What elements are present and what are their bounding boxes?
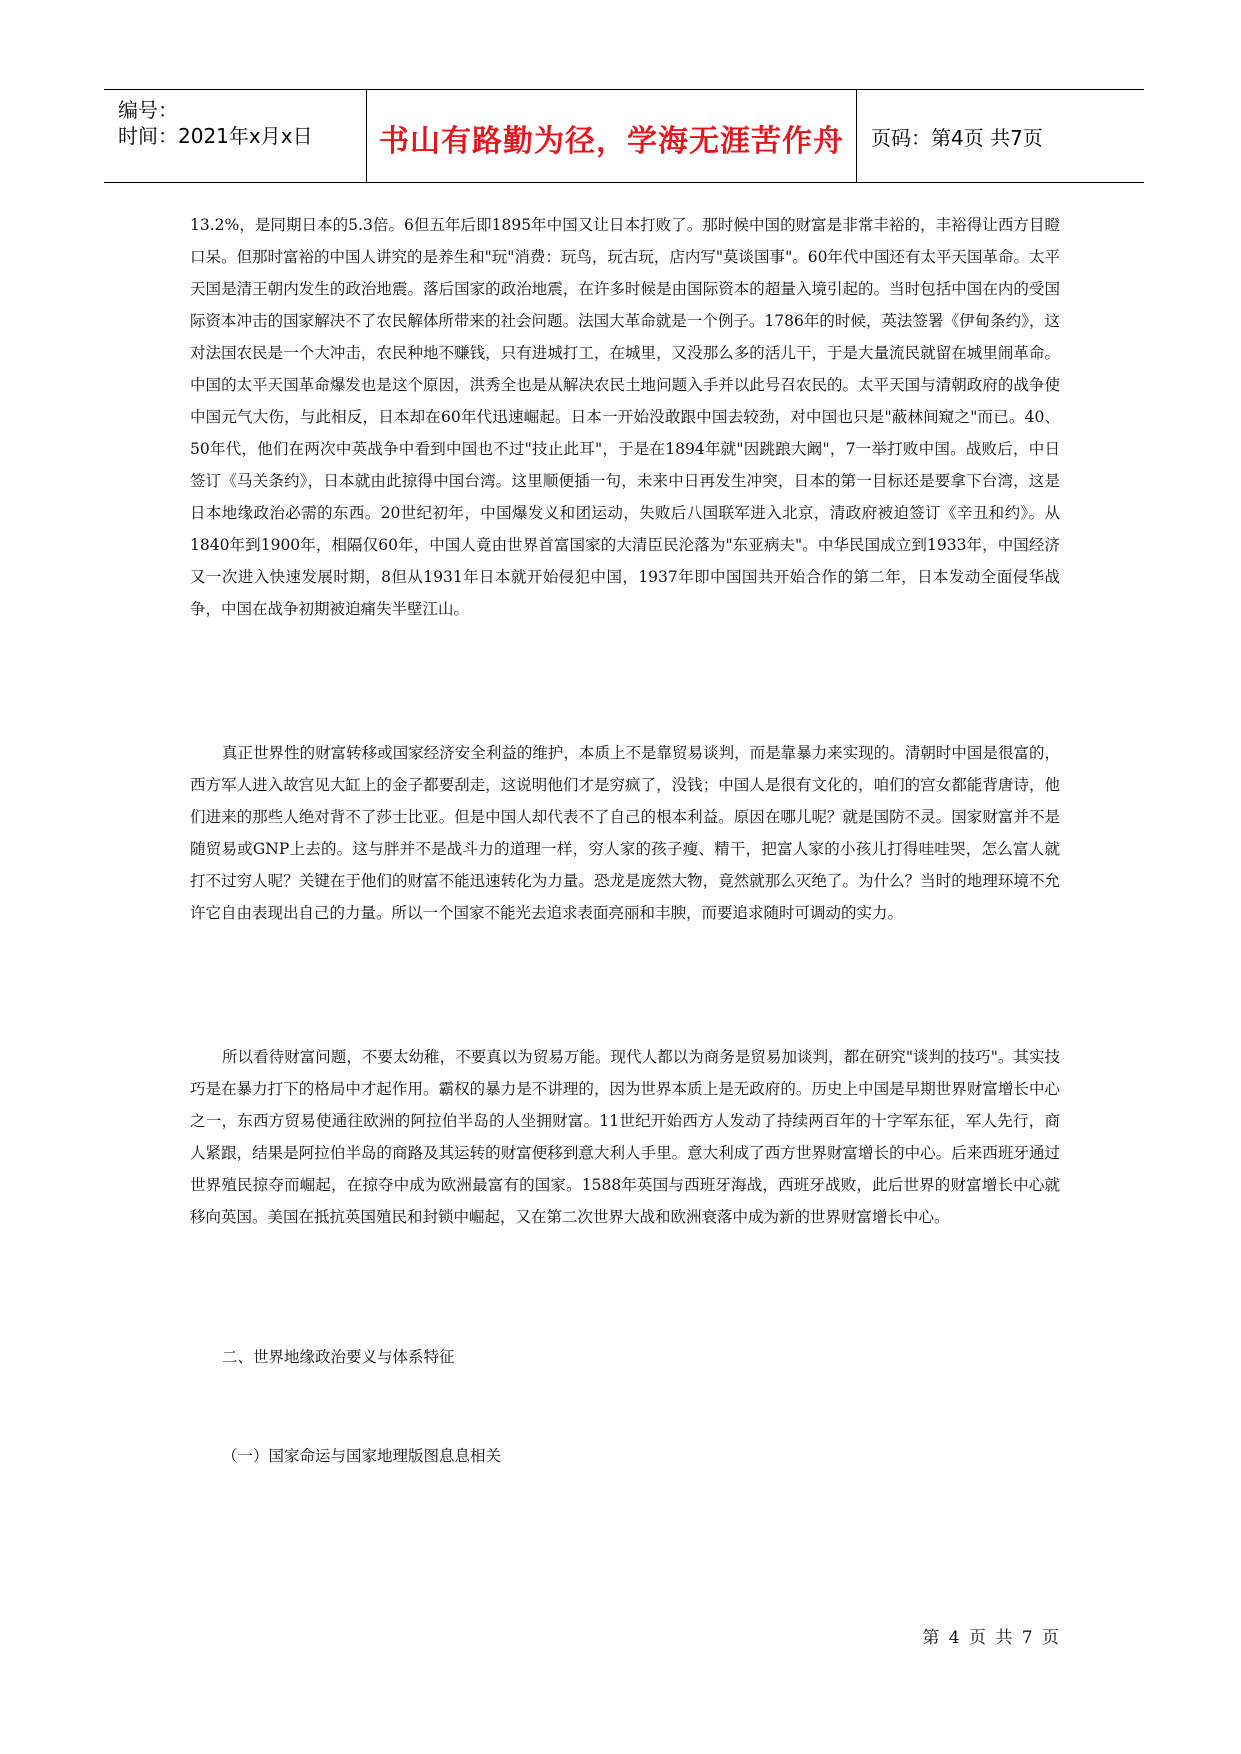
header-meta-cell bbox=[104, 90, 367, 182]
section-heading: 二、世界地缘政治要义与体系特征 bbox=[222, 1348, 455, 1366]
header-page-cell bbox=[857, 90, 1144, 182]
document-number-label: 编号： bbox=[118, 98, 178, 122]
header-motto: 书山有路勤为径，学海无涯苦作舟 bbox=[379, 124, 844, 159]
page-header bbox=[104, 89, 1144, 183]
document-time-label: 时间：2021年x月x日 bbox=[118, 124, 313, 148]
body-paragraph-3: 所以看待财富问题，不要太幼稚，不要真以为贸易万能。现代人都以为商务是贸易加谈判，都在研究"谈判的技巧"。其实技巧是在暴力打下的格局中才起作用。霸权的暴力是不讲理的，因为世界本质上是无政府的。历史上中国是早期世界财富增长中心之一，东西方贸易使通往欧洲的阿拉伯半岛的人坐拥财富。11世纪开始西方人发动了持续两百年的十字军东征，军人先行，商人紧跟，结果是阿拉伯半岛的商路及其运转的财富便移到意大利人手里。意大利成了西方世界财富增长的中心。后来西班牙通过世界殖民掠夺而崛起，在掠夺中成为欧洲最富有的国家。1588年英国与西班牙海战，西班牙战败，此后世界的财富增长中心就移向英国。美国在抵抗英国殖民和封锁中崛起，又在第二次世界大战和欧洲衰落中成为新的世界财富增长中心。 bbox=[190, 1048, 1060, 1226]
page-footer: 第 4 页 共 7 页 bbox=[922, 1628, 1061, 1648]
body-paragraph-1: 13.2%，是同期日本的5.3倍。6但五年后即1895年中国又让日本打败了。那时候中国的财富是非常丰裕的，丰裕得让西方目瞪口呆。但那时富裕的中国人讲究的是养生和"玩"消费：玩鸟，玩古玩，店内写"莫谈国事"。60年代中国还有太平天国革命。太平天国是清王朝内发生的政治地震。落后国家的政治地震，在许多时候是由国际资本的超量入境引起的。当时包括中国在内的受国际资本冲击的国家解决不了农民解体所带来的社会问题。法国大革命就是一个例子。1786年的时候，英法签署《伊甸条约》，这对法国农民是一个大冲击，农民种地不赚钱，只有进城打工，在城里，又没那么多的活儿干，于是大量流民就留在城里闹革命。中国的太平天国革命爆发也是这个原因，洪秀全也是从解决农民土地问题入手并以此号召农民的。太平天国与清朝政府的战争使中国元气大伤，与此相反，日本却在60年代迅速崛起。日本一开始没敢跟中国去较劲，对中国也只是"蔽林间窥之"而已。40、50年代，他们在两次中英战争中看到中国也不过"技止此耳"，于是在1894年就"因跳踉大阚"，7一举打败中国。战败后，中日签订《马关条约》，日本就由此掠得中国台湾。这里顺便插一句，未来中日再发生冲突，日本的第一目标还是要拿下台湾，这是日本地缘政治必需的东西。20世纪初年，中国爆发义和团运动，失败后八国联军进入北京，清政府被迫签订《辛丑和约》。从1840年到1900年，相隔仅60年，中国人竟由世界首富国家的大清臣民沦落为"东亚病夫"。中华民国成立到1933年，中国经济又一次进入快速发展时期，8但从1931年日本就开始侵犯中国，1937年即中国国共开始合作的第二年，日本发动全面侵华战争，中国在战争初期被迫痛失半壁江山。 bbox=[190, 216, 1060, 618]
header-motto-cell bbox=[367, 90, 857, 182]
header-page-label: 页码：第4页 共7页 bbox=[871, 125, 1043, 150]
subsection-heading: （一）国家命运与国家地理版图息息相关 bbox=[222, 1447, 502, 1465]
body-paragraph-2: 真正世界性的财富转移或国家经济安全利益的维护，本质上不是靠贸易谈判，而是靠暴力来实现的。清朝时中国是很富的，西方军人进入故宫见大缸上的金子都要刮走，这说明他们才是穷疯了，没钱；中国人是很有文化的，咱们的宫女都能背唐诗，他们进来的那些人绝对背不了莎士比亚。但是中国人却代表不了自己的根本利益。原因在哪儿呢？就是国防不灵。国家财富并不是随贸易或GNP上去的。这与胖并不是战斗力的道理一样，穷人家的孩子瘦、精干，把富人家的小孩儿打得哇哇哭，怎么富人就打不过穷人呢？关键在于他们的财富不能迅速转化为力量。恐龙是庞然大物，竟然就那么灭绝了。为什么？当时的地理环境不允许它自由表现出自己的力量。所以一个国家不能光去追求表面亮丽和丰腴，而要追求随时可调动的实力。 bbox=[190, 744, 1060, 922]
